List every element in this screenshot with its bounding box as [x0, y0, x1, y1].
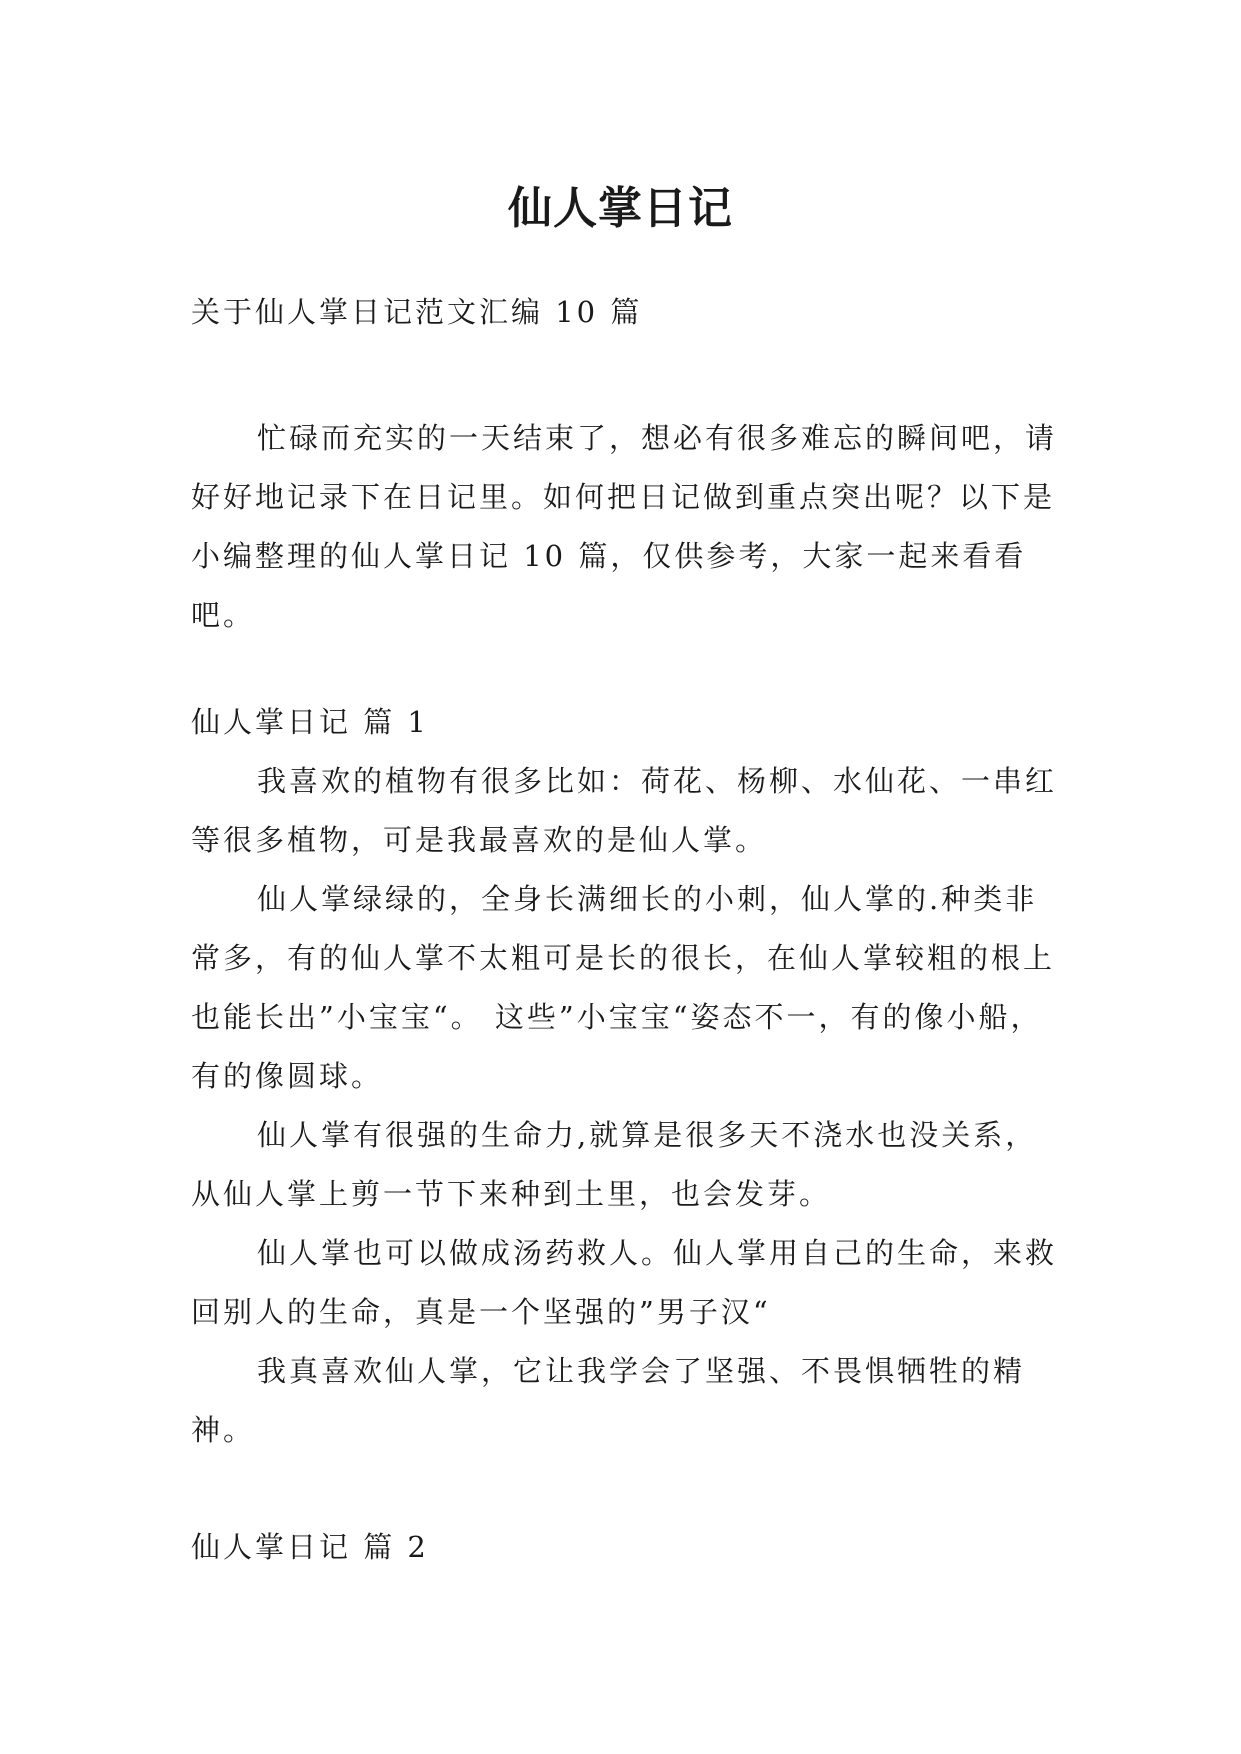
entry-paragraph: 仙人掌有很强的生命力,就算是很多天不浇水也没关系，从仙人掌上剪一节下来种到土里，也会发芽。 [191, 1118, 1038, 1211]
document-subtitle: 关于仙人掌日记范文汇编 10 篇 [191, 295, 643, 329]
entry-paragraph: 我喜欢的植物有很多比如：荷花、杨柳、水仙花、一串红等很多植物，可是我最喜欢的是仙人掌。 [191, 764, 1058, 857]
entry-heading: 仙人掌日记 篇 1 [191, 705, 429, 739]
diary-entry-2 [191, 1527, 1061, 1567]
entry-paragraph: 我真喜欢仙人掌，它让我学会了坚强、不畏惧牺牲的精神。 [191, 1354, 1026, 1447]
entry-paragraph: 仙人掌绿绿的，全身长满细长的小刺，仙人掌的.种类非常多，有的仙人掌不太粗可是长的很长，在仙人掌较粗的根上也能长出”小宝宝“。 这些”小宝宝“姿态不一，有的像小船，有的像圆球。 [191, 882, 1056, 1093]
intro-paragraph: 忙碌而充实的一天结束了，想必有很多难忘的瞬间吧，请好好地记录下在日记里。如何把日记做到重点突出呢？以下是小编整理的仙人掌日记 10 篇，仅供参考，大家一起来看看吧。 [191, 421, 1058, 632]
diary-entry-1 [191, 702, 1061, 1460]
document-title: 仙人掌日记 [508, 183, 733, 235]
entry-body [191, 752, 1061, 1460]
entry-paragraph: 仙人掌也可以做成汤药救人。仙人掌用自己的生命，来救回别人的生命，真是一个坚强的”男子汉“ [191, 1236, 1058, 1329]
entry-heading: 仙人掌日记 篇 2 [191, 1530, 429, 1564]
